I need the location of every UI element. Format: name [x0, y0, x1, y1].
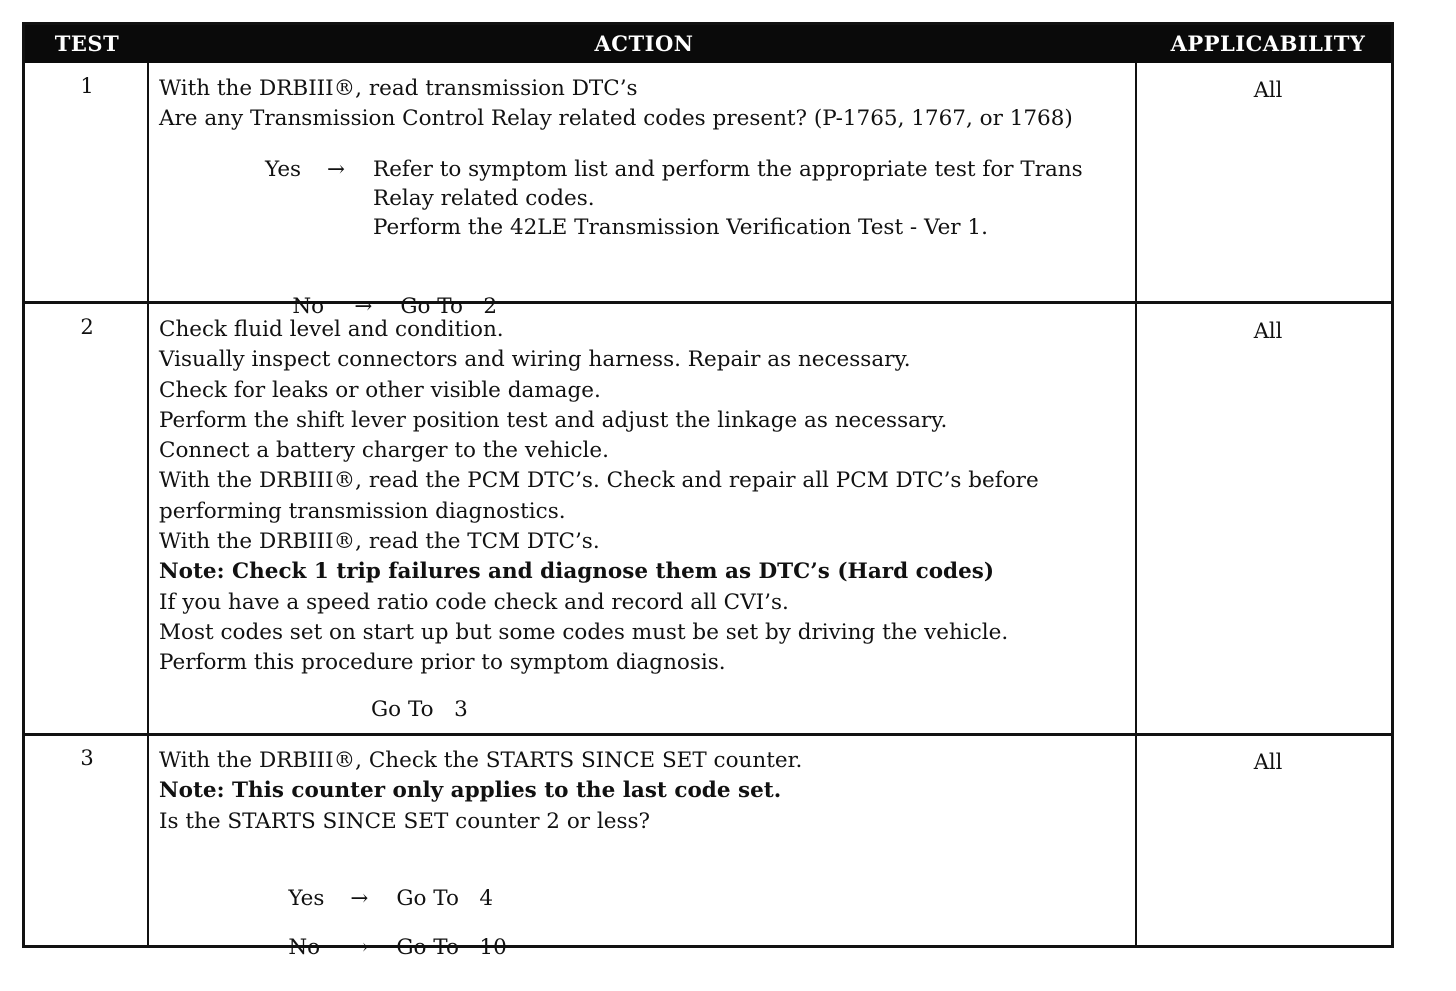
yes-label: Yes [265, 157, 302, 182]
header-action: ACTION [594, 31, 694, 56]
note-line: Note: Check 1 trip failures and diagnose them as DTC’s (Hard codes) [159, 559, 995, 585]
goto-text: Go To 10 [396, 935, 507, 960]
action-line: Connect a battery charger to the vehicle. [159, 438, 609, 464]
action-text [159, 746, 1139, 837]
action-line: If you have a speed ratio code check and record all CVI’s. [159, 589, 789, 615]
action-line: With the DRBIII®, read the TCM DTC’s. [159, 529, 600, 555]
note-line: Note: This counter only applies to the last code set. [159, 778, 782, 804]
action-line: Is the STARTS SINCE SET counter 2 or less? [159, 808, 651, 834]
test-number: 2 [80, 315, 94, 339]
header-test: TEST [54, 31, 120, 56]
arrow-icon: → [354, 294, 373, 319]
goto-text: Go To 3 [371, 697, 468, 722]
branch-line: Refer to symptom list and perform the appropriate test for Trans [373, 157, 1083, 182]
applicability-value: All [1253, 78, 1283, 102]
test-number: 1 [80, 74, 94, 98]
branch-line: Perform the 42LE Transmission Verification Test - Ver 1. [373, 215, 988, 240]
action-line: Are any Transmission Control Relay related codes present? (P-1765, 1767, or 1768) [159, 106, 1073, 132]
branch-line: Relay related codes. [373, 186, 595, 211]
arrow-icon: → [327, 157, 346, 182]
action-line: performing transmission diagnostics. [159, 498, 566, 524]
goto-text: Go To 4 [396, 886, 494, 911]
action-line: With the DRBIII®, Check the STARTS SINCE SET counter. [159, 748, 803, 773]
arrow-icon: → [350, 886, 369, 911]
action-text [159, 74, 1139, 135]
header-applicability: APPLICABILITY [1170, 31, 1366, 56]
action-line: With the DRBIII®, read transmission DTC’s [159, 76, 638, 101]
action-line: Visually inspect connectors and wiring harness. Repair as necessary. [159, 347, 911, 373]
diagnostic-table [22, 22, 1394, 960]
no-label: No [288, 935, 321, 960]
action-line: Check fluid level and condition. [159, 317, 504, 342]
action-text [159, 315, 1139, 679]
yes-label: Yes [288, 886, 325, 911]
applicability-value: All [1253, 319, 1283, 343]
action-line: Perform this procedure prior to symptom diagnosis. [159, 650, 726, 676]
goto-text: Go To 2 [400, 294, 498, 319]
test-number: 3 [80, 746, 94, 770]
row-divider [25, 733, 1391, 736]
no-label: No [292, 294, 325, 319]
no-branch [261, 904, 507, 991]
action-line: Check for leaks or other visible damage. [159, 377, 601, 403]
action-line: With the DRBIII®, read the PCM DTC’s. Check and repair all PCM DTC’s before [159, 468, 1039, 494]
yes-branch [265, 155, 1083, 242]
applicability-value: All [1253, 750, 1283, 774]
row-divider [25, 301, 1391, 304]
column-divider [147, 63, 149, 945]
action-line: Perform the shift lever position test and adjust the linkage as necessary. [159, 407, 948, 433]
action-line: Most codes set on start up but some codes must be set by driving the vehicle. [159, 619, 1009, 645]
arrow-icon: → [350, 935, 369, 960]
table-header [25, 25, 1391, 63]
